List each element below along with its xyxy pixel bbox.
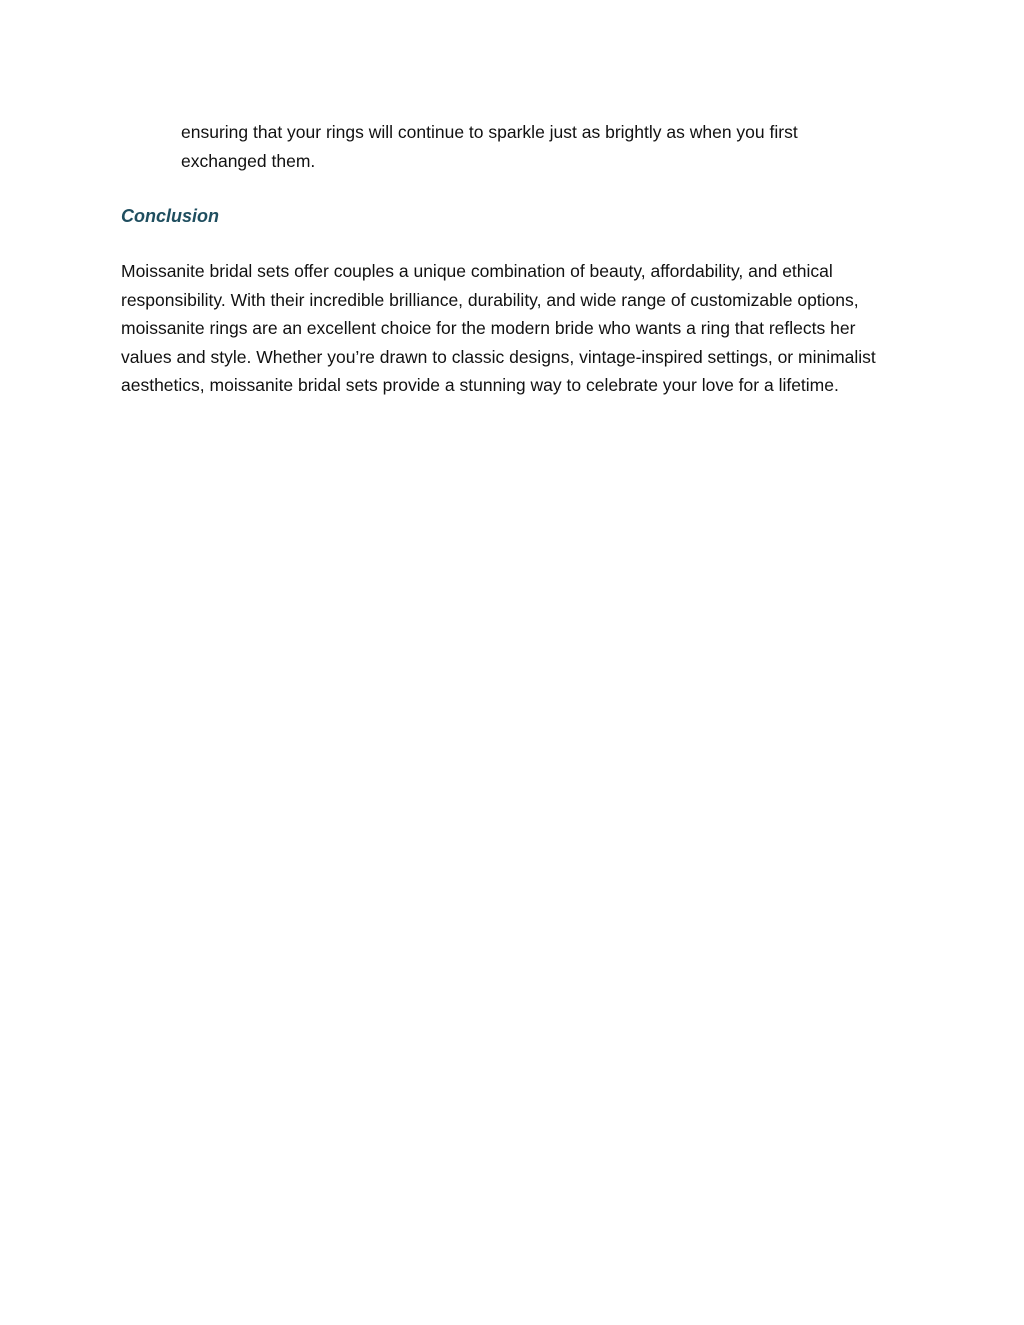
continued-list-paragraph: ensuring that your rings will continue to sparkle just as brightly as when you first exchanged them. (181, 122, 798, 171)
section-heading-conclusion: Conclusion (121, 206, 219, 226)
conclusion-paragraph: Moissanite bridal sets offer couples a unique combination of beauty, affordability, and ethical responsibility. With their incredible brilliance, durability, and wide range of customizable options, moissanite rings are an excellent choice for the modern bride who wants a ring that reflects her values and style. Whether you’re drawn to classic designs, vintage-inspired settings, or minimalist aesthetics, moissanite bridal sets provide a stunning way to celebrate your love for a lifetime. (121, 261, 876, 395)
